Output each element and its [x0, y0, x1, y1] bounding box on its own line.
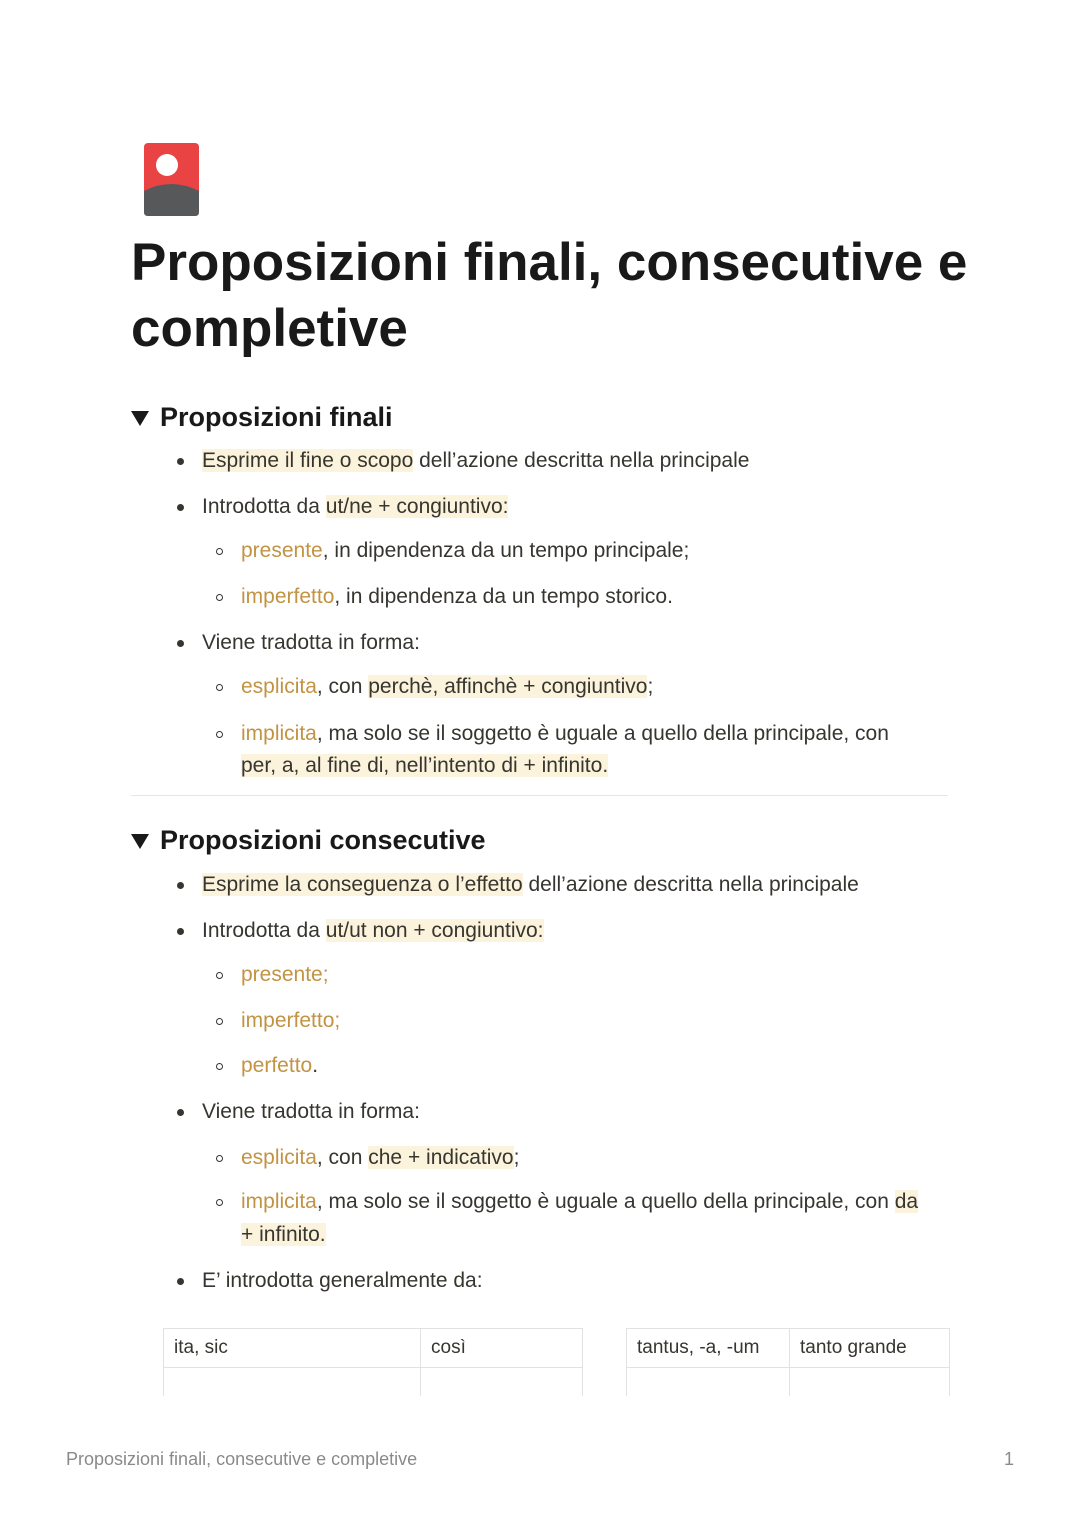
- section-heading: Proposizioni consecutive: [160, 825, 486, 855]
- list-item: Introdotta da ut/ne + congiuntivo:: [202, 495, 509, 518]
- toggle-proposizioni-consecutive[interactable]: [131, 823, 486, 857]
- section-heading: Proposizioni finali: [160, 402, 393, 432]
- circle-bullet-icon: [216, 731, 223, 738]
- circle-bullet-icon: [216, 1155, 223, 1162]
- list-item: Esprime il fine o scopo dell’azione descritta nella principale: [202, 449, 750, 472]
- circle-bullet-icon: [216, 972, 223, 979]
- circle-bullet-icon: [216, 684, 223, 691]
- list-item: Viene tradotta in forma:: [202, 631, 420, 654]
- circle-bullet-icon: [216, 548, 223, 555]
- table-cell: [627, 1368, 790, 1397]
- divider: [131, 795, 948, 796]
- table-ita-sic: [163, 1328, 583, 1396]
- circle-bullet-icon: [216, 1199, 223, 1206]
- list-item: Introdotta da ut/ut non + congiuntivo:: [202, 919, 544, 942]
- list-item: Viene tradotta in forma:: [202, 1100, 420, 1123]
- list-item: imperfetto;: [241, 1009, 341, 1032]
- circle-bullet-icon: [216, 594, 223, 601]
- list-item: presente, in dipendenza da un tempo principale;: [241, 539, 690, 562]
- list-item: implicita, ma solo se il soggetto è uguale a quello della principale, con: [241, 722, 889, 745]
- footer-page-number: 1: [1004, 1449, 1015, 1469]
- table-row: [627, 1368, 950, 1397]
- table-row: [164, 1329, 583, 1368]
- page-title: Proposizioni finali, consecutive e completive: [131, 233, 968, 358]
- bullet-icon: [177, 640, 184, 647]
- list-item-continuation: + infinito.: [241, 1223, 326, 1246]
- table-cell: tanto grande: [790, 1329, 950, 1368]
- list-item: perfetto.: [241, 1054, 319, 1077]
- table-cell: [164, 1368, 421, 1397]
- table-cell: [790, 1368, 950, 1397]
- list-item: imperfetto, in dipendenza da un tempo storico.: [241, 585, 673, 608]
- table-cell: tantus, -a, -um: [627, 1329, 790, 1368]
- bullet-icon: [177, 1278, 184, 1285]
- bullet-icon: [177, 458, 184, 465]
- table-cell: [421, 1368, 583, 1397]
- toggle-proposizioni-finali[interactable]: [131, 400, 393, 434]
- list-item: Esprime la conseguenza o l’effetto dell’azione descritta nella principale: [202, 873, 859, 896]
- circle-bullet-icon: [216, 1018, 223, 1025]
- bullet-icon: [177, 882, 184, 889]
- bullet-icon: [177, 504, 184, 511]
- bullet-icon: [177, 928, 184, 935]
- list-item: esplicita, con che + indicativo;: [241, 1146, 520, 1169]
- circle-bullet-icon: [216, 1063, 223, 1070]
- footer-document-title: Proposizioni finali, consecutive e completive: [66, 1449, 418, 1469]
- table-cell: così: [421, 1329, 583, 1368]
- list-item: implicita, ma solo se il soggetto è uguale a quello della principale, con da: [241, 1190, 919, 1213]
- bullet-icon: [177, 1109, 184, 1116]
- list-item: E’ introdotta generalmente da:: [202, 1269, 483, 1292]
- toggle-triangle-icon[interactable]: [131, 834, 149, 849]
- list-item: presente;: [241, 963, 329, 986]
- list-item-continuation: per, a, al fine di, nell’intento di + infinito.: [241, 754, 609, 777]
- red-sun-over-mountain-icon: [144, 143, 199, 216]
- table-row: [627, 1329, 950, 1368]
- table-cell: ita, sic: [164, 1329, 421, 1368]
- table-row: [164, 1368, 583, 1397]
- list-item: esplicita, con perchè, affinchè + congiuntivo;: [241, 675, 654, 698]
- toggle-triangle-icon[interactable]: [131, 411, 149, 426]
- table-tantus: [626, 1328, 950, 1396]
